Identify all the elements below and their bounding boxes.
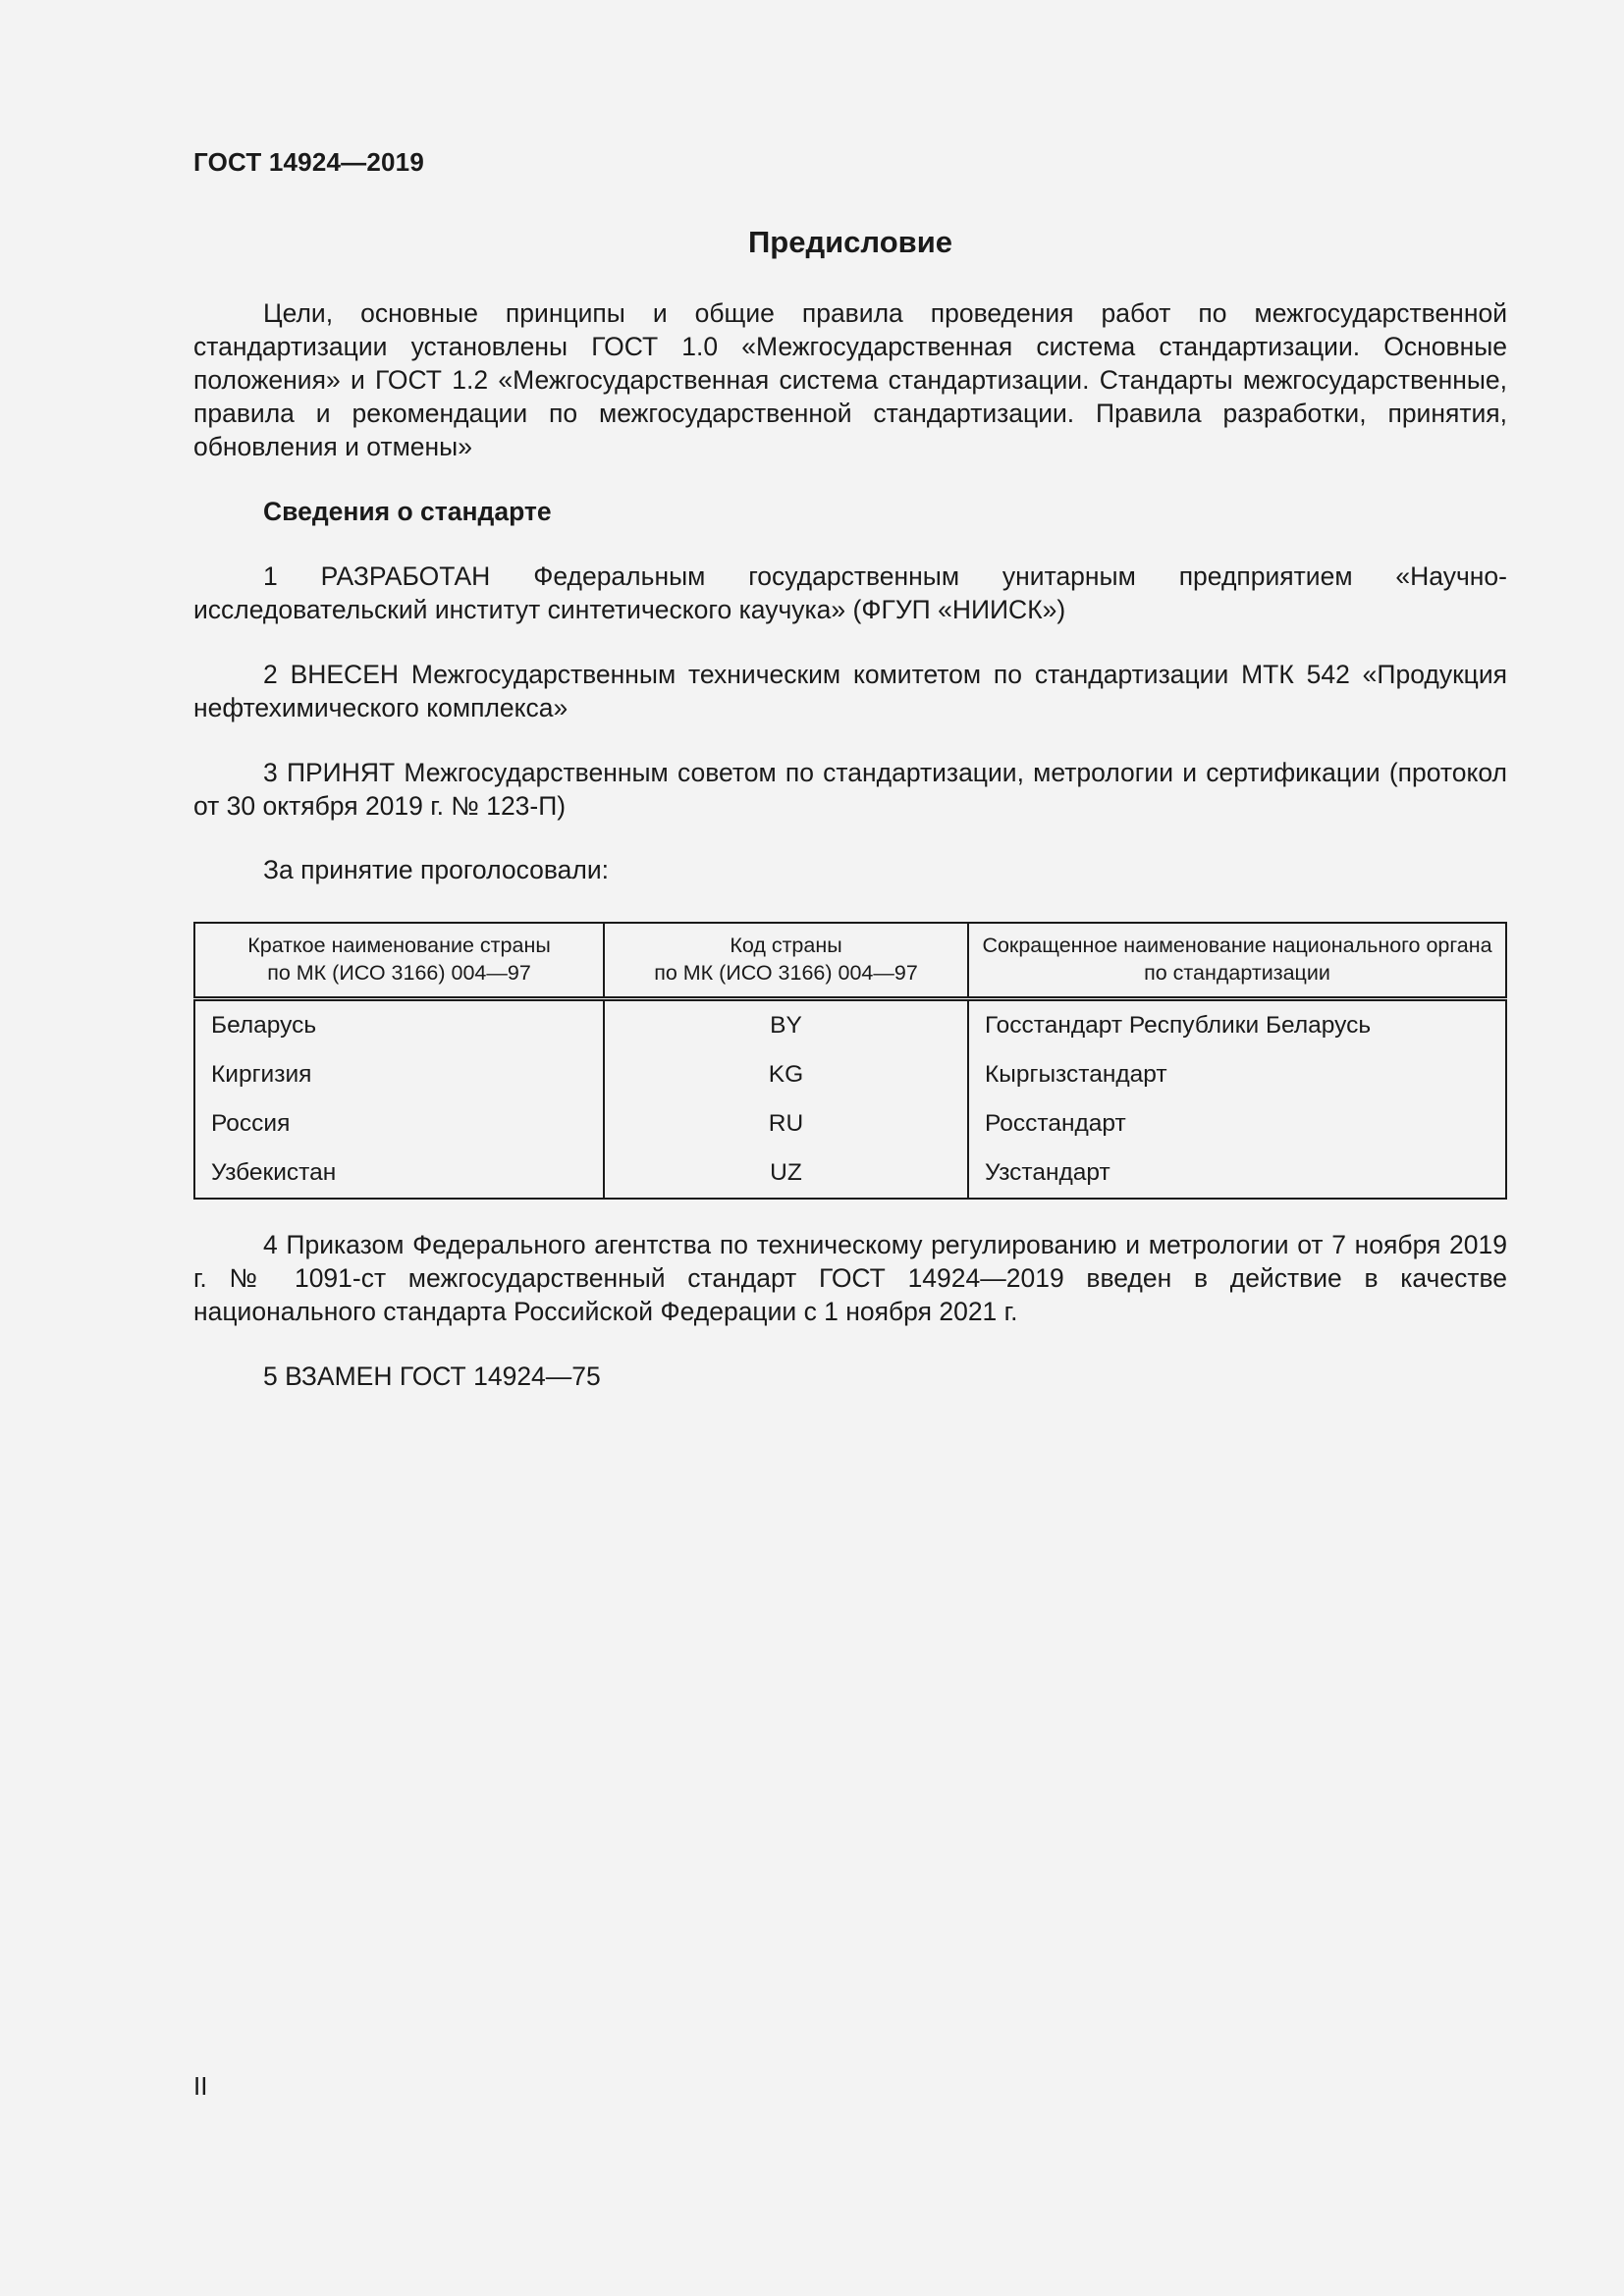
header-country-name-line1: Краткое наименование страны bbox=[247, 934, 551, 957]
table-row bbox=[194, 1050, 1506, 1099]
cell-country: Узбекистан bbox=[194, 1148, 604, 1199]
item-replaces: 5 ВЗАМЕН ГОСТ 14924—75 bbox=[263, 1362, 601, 1391]
item-introduced: 2 ВНЕСЕН Межгосударственным техническим комитетом по стандартизации МТК 542 «Продукция нефтехимического комплекса» bbox=[193, 660, 1507, 722]
cell-code: RU bbox=[604, 1099, 968, 1148]
item-adopted: 3 ПРИНЯТ Межгосударственным советом по стандартизации, метрологии и сертификации (протокол от 30 октября 2019 г. № 123-П) bbox=[193, 758, 1507, 821]
item-developed: 1 РАЗРАБОТАН Федеральным государственным унитарным предприятием «Научно-исследовательский институт синтетического каучука» (ФГУП «НИИСК») bbox=[193, 561, 1507, 624]
cell-code: KG bbox=[604, 1050, 968, 1099]
cell-code: UZ bbox=[604, 1148, 968, 1199]
page-header-code: ГОСТ 14924—2019 bbox=[193, 147, 424, 177]
cell-country: Россия bbox=[194, 1099, 604, 1148]
document-body bbox=[193, 296, 1507, 1393]
cell-body: Росстандарт bbox=[968, 1099, 1506, 1148]
header-national-body bbox=[968, 923, 1506, 999]
page-title: Предисловие bbox=[747, 225, 952, 259]
table-row bbox=[194, 999, 1506, 1051]
intro-paragraph: Цели, основные принципы и общие правила проведения работ по межгосударственной стандартизации установлены ГОСТ 1.0 «Межгосударственная система стандартизации. Основные положения» и ГОСТ 1.2 «Межгосударственная система стандартизации. Стандарты межгосударственные, правила и рекомендации по межгосударственной стандартизации. Правила разработки, принятия, обновления и отмены» bbox=[193, 298, 1507, 461]
cell-country: Беларусь bbox=[194, 999, 604, 1051]
page-number: II bbox=[193, 2071, 208, 2101]
table-row bbox=[194, 1099, 1506, 1148]
item-order: 4 Приказом Федерального агентства по техническому регулированию и метрологии от 7 ноября 2019 г. № 1091-ст межгосударственный стандарт ГОСТ 14924—2019 введен в действие в качестве национального стандарта Российской Федерации с 1 ноября 2021 г. bbox=[193, 1230, 1507, 1326]
header-country-code bbox=[604, 923, 968, 999]
cell-code: BY bbox=[604, 999, 968, 1051]
header-country-name-line2: по МК (ИСО 3166) 004—97 bbox=[267, 961, 531, 985]
cell-body: Узстандарт bbox=[968, 1148, 1506, 1199]
section-heading: Сведения о стандарте bbox=[263, 497, 552, 526]
header-country-name bbox=[194, 923, 604, 999]
header-national-body-line2: по стандартизации bbox=[1144, 961, 1330, 985]
cell-body: Госстандарт Республики Беларусь bbox=[968, 999, 1506, 1051]
header-country-code-line2: по МК (ИСО 3166) 004—97 bbox=[654, 961, 918, 985]
cell-country: Киргизия bbox=[194, 1050, 604, 1099]
cell-body: Кыргызстандарт bbox=[968, 1050, 1506, 1099]
voters-table bbox=[193, 922, 1507, 1200]
vote-intro: За принятие проголосовали: bbox=[263, 855, 610, 884]
header-national-body-line1: Сокращенное наименование национального органа bbox=[982, 934, 1492, 957]
table-header-row bbox=[194, 923, 1506, 999]
header-country-code-line1: Код страны bbox=[730, 934, 842, 957]
table-row bbox=[194, 1148, 1506, 1199]
